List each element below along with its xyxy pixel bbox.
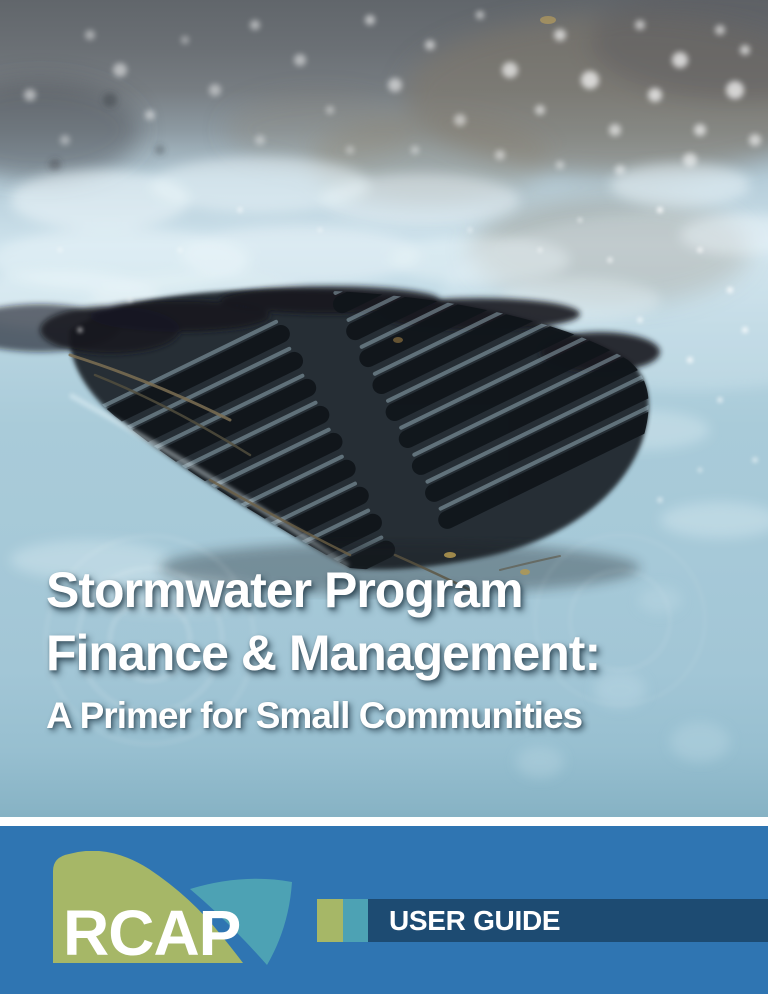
- user-guide-banner: [317, 899, 768, 942]
- report-title-line-1: Stormwater Program: [46, 562, 523, 618]
- report-subtitle: A Primer for Small Communities: [46, 695, 583, 736]
- footer-banner: [0, 826, 768, 994]
- rcap-logo-art: [53, 851, 298, 969]
- title-block: [46, 559, 600, 737]
- rcap-logo-text: RCAP: [63, 897, 241, 969]
- green-accent-square: [317, 899, 343, 942]
- divider-strip: [0, 817, 768, 826]
- rcap-logo: [53, 851, 298, 969]
- teal-accent-square: [343, 899, 368, 942]
- user-guide-bar: [368, 899, 768, 942]
- user-guide-label: USER GUIDE: [389, 905, 561, 936]
- report-title-line-2: Finance & Management:: [46, 625, 601, 681]
